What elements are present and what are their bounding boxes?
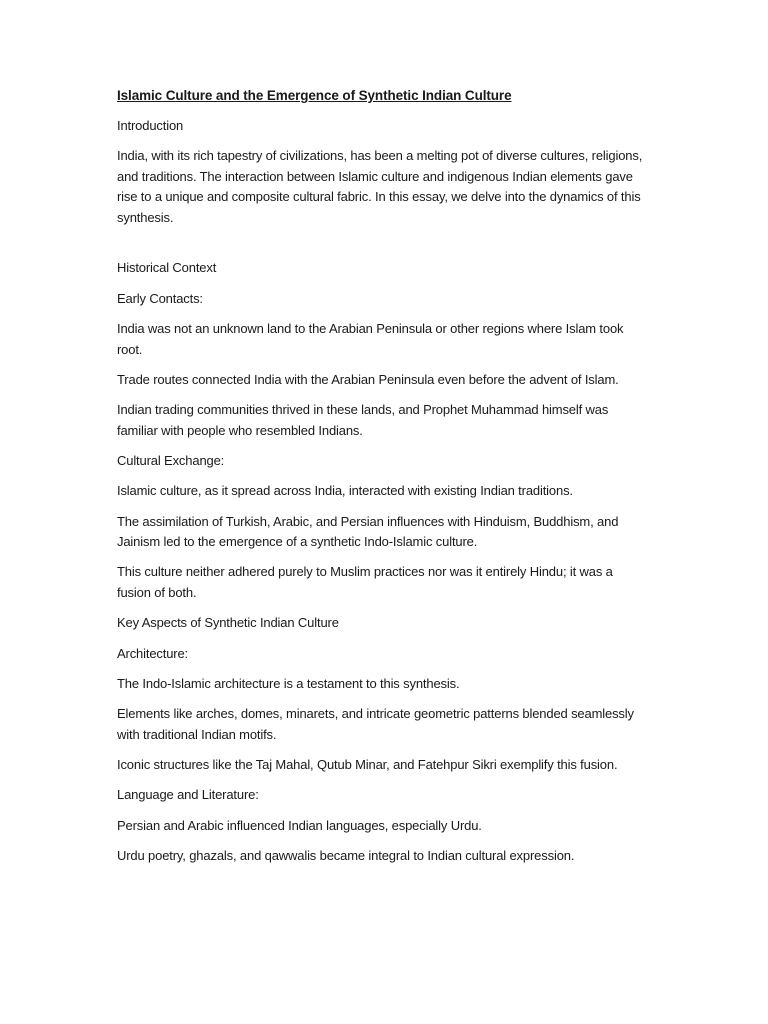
paragraph: Islamic culture, as it spread across India, interacted with existing Indian traditions. [117, 483, 573, 499]
paragraph: The assimilation of Turkish, Arabic, and Persian influences with Hinduism, Buddhism, and Jainism led to the emergence of a synthetic Indo-Islamic culture. [117, 513, 619, 550]
paragraph: Iconic structures like the Taj Mahal, Qutub Minar, and Fatehpur Sikri exemplify this fusion. [117, 756, 618, 772]
paragraph: India was not an unknown land to the Arabian Peninsula or other regions where Islam took root. [117, 320, 624, 357]
paragraph: Trade routes connected India with the Arabian Peninsula even before the advent of Islam. [117, 371, 619, 387]
document-title: Islamic Culture and the Emergence of Synthetic Indian Culture [117, 88, 512, 103]
intro-paragraph: India, with its rich tapestry of civilizations, has been a melting pot of diverse cultures, religions, and traditions. The interaction between Islamic culture and indigenous Indian elements gave rise to a unique and composite cultural fabric. In this essay, we delve into the dynamics of this synthesis. [117, 148, 643, 226]
subheading-architecture: Architecture: [117, 645, 189, 661]
paragraph: Persian and Arabic influenced Indian languages, especially Urdu. [117, 817, 482, 833]
paragraph: This culture neither adhered purely to Muslim practices nor was it entirely Hindu; it was a fusion of both. [117, 564, 613, 600]
document-page [117, 86, 647, 876]
paragraph: The Indo-Islamic architecture is a testament to this synthesis. [117, 675, 460, 691]
paragraph: Urdu poetry, ghazals, and qawwalis became integral to Indian cultural expression. [117, 847, 575, 863]
section-heading-historical-context: Historical Context [117, 260, 217, 276]
subheading-early-contacts: Early Contacts: [117, 290, 203, 306]
paragraph: Elements like arches, domes, minarets, and intricate geometric patterns blended seamlessly with traditional Indian motifs. [117, 706, 634, 742]
section-heading-key-aspects: Key Aspects of Synthetic Indian Culture [117, 615, 339, 631]
blank-line [117, 238, 647, 258]
paragraph: Indian trading communities thrived in these lands, and Prophet Muhammad himself was familiar with people who resembled Indians. [117, 402, 609, 438]
section-heading-introduction: Introduction [117, 118, 184, 133]
subheading-language-and-literature: Language and Literature: [117, 787, 259, 803]
subheading-cultural-exchange: Cultural Exchange: [117, 452, 225, 468]
